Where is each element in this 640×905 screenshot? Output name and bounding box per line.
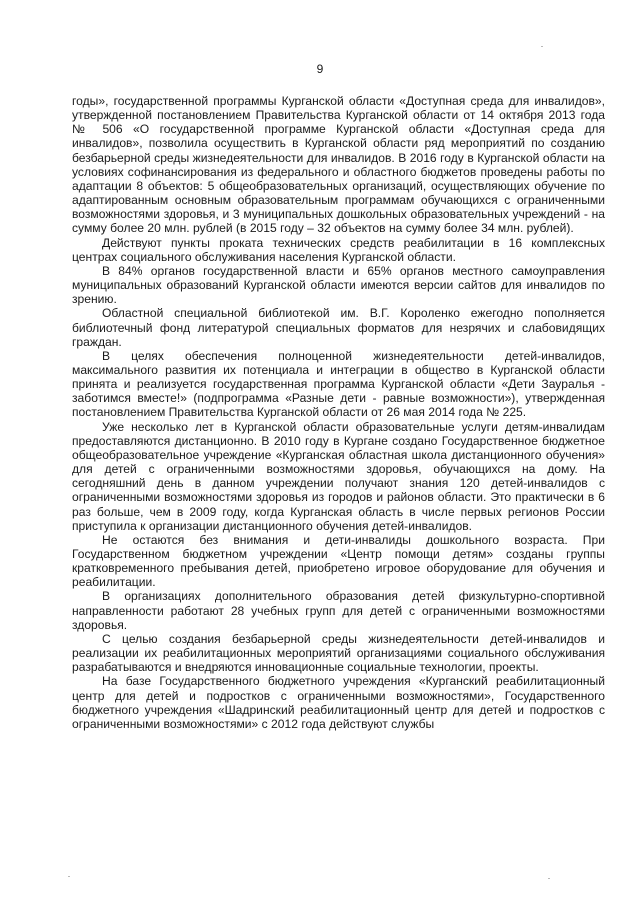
paragraph-distance-learning: Уже несколько лет в Курганской области образовательные услуги детям-инвалидам предоставляются дистанционно. В 2010 году в Кургане создано Государственное бюджетное общеобразовательное учреждение «Курганская областная школа дистанционного обучения» для детей с ограниченными возможностями здоровья, обучающихся на дому. На сегодняшний день в данном учреждении получают знания 120 детей-инвалидов с ограниченными возможностями здоровья из городов и районов области. Это практически в 6 раз больше, чем в 2009 году, когда Курганская область в числе первых регионов России приступила к организации дистанционного обучения детей-инвалидов. <box>72 419 605 533</box>
paragraph-accessible-websites: В 84% органов государственной власти и 65% органов местного самоуправления муниципальных образований Курганской области имеются версии сайтов для инвалидов по зрению. <box>72 263 605 307</box>
paragraph-children-program: В целях обеспечения полноценной жизнедеятельности детей-инвалидов, максимального развития их потенциала и интеграции в общество в Курганской области принята и реализуется государственная программа Курганской области «Дети Зауралья - заботимся вместе!» (подпрограмма «Разные дети - равные возможности»), утвержденная постановлением Правительства Курганской области от 26 мая 2014 года № 225. <box>72 348 605 420</box>
paragraph-rehab-equipment-rental: Действуют пункты проката технических средств реабилитации в 16 комплексных центрах социального обслуживания населения Курганской области. <box>72 235 605 264</box>
scan-speck <box>541 46 543 47</box>
paragraph-preschool-children: Не остаются без внимания и дети-инвалиды дошкольного возраста. При Государственном бюджетном учреждении «Центр помощи детям» созданы группы кратковременного пребывания детей, приобретено игровое оборудование для обучения и реабилитации. <box>72 532 605 590</box>
scan-speck <box>548 878 550 879</box>
paragraph-social-technologies: С целью создания безбарьерной среды жизнедеятельности детей-инвалидов и реализации их реабилитационных мероприятий организациями социального обслуживания разрабатываются и внедряются инновационные социальные технологии, проекты. <box>72 631 605 675</box>
paragraph-rehabilitation-centers: На базе Государственного бюджетного учреждения «Курганский реабилитационный центр для детей и подростков с ограниченными возможностями», Государственного бюджетного учреждения «Шадринский реабилитационный центр для детей и подростков с ограниченными возможностями» с 2012 года действуют службы <box>72 674 605 731</box>
page-number: 9 <box>316 62 324 76</box>
paragraph-sports-groups: В организациях дополнительного образования детей физкультурно-спортивной направленности работают 28 учебных групп для детей с ограниченными возможностями здоровья. <box>72 589 605 632</box>
paragraph-library-fund: Областной специальной библиотекой им. В.Г. Короленко ежегодно пополняется библиотечный фонд литературой специальных форматов для незрячих и слабовидящих граждан. <box>72 306 605 349</box>
scan-speck <box>68 876 70 877</box>
paragraph-accessible-environment-program: годы», государственной программы Курганской области «Доступная среда для инвалидов», утвержденной постановлением Правительства Курганской области от 14 октября 2013 года № 506 «О государственной программе Курганской области «Доступная среда для инвалидов», позволила осуществить в Курганской области ряд мероприятий по созданию безбарьерной среды жизнедеятельности для инвалидов. В 2016 году в Курганской области на условиях софинансирования из федерального и областного бюджетов проведены работы по адаптации 8 объектов: 5 общеобразовательных организаций, осуществляющих обучение по адаптированным основным образовательным программам обучающихся с ограниченными возможностями здоровья, и 3 муниципальных дошкольных образовательных учреждений - на сумму более 20 млн. рублей (в 2015 году – 32 объектов на сумму более 34 млн. рублей). <box>72 94 605 236</box>
document-body <box>72 94 605 731</box>
